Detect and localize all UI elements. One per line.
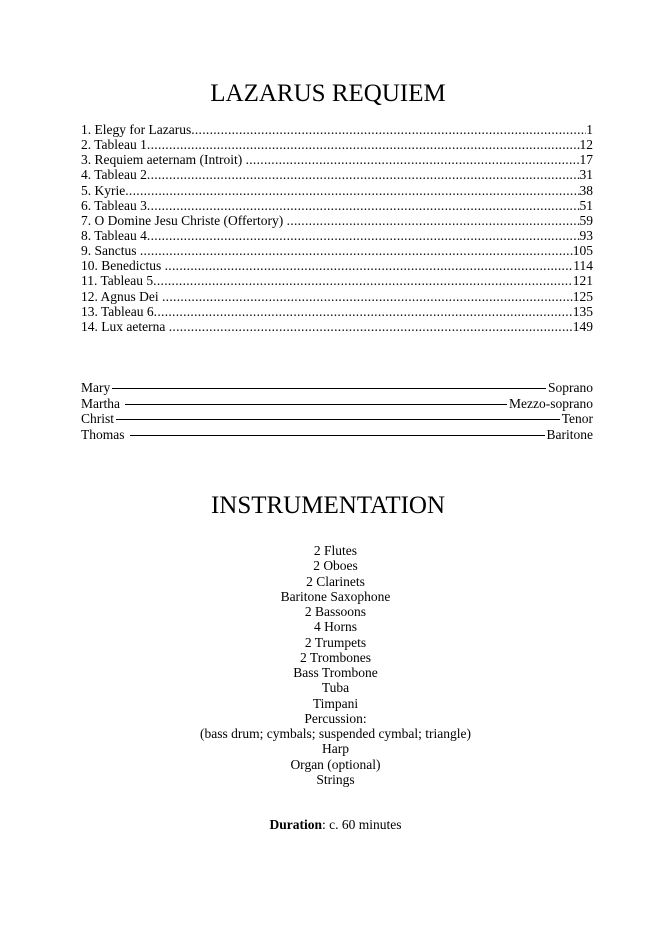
cast-entry (81, 411, 593, 427)
toc-page-number: 149 (572, 318, 593, 334)
toc-entry-title: 13. Tableau 6 (81, 303, 154, 319)
toc-entry-title: 11. Tableau 5 (81, 273, 154, 289)
dot-leader (140, 243, 573, 258)
instrument-item: Strings (316, 771, 355, 787)
toc-entry (81, 183, 593, 198)
toc-entry (81, 319, 593, 334)
instrument-item: 2 Trombones (300, 649, 371, 665)
leader-line (116, 419, 560, 420)
toc-entry-title: 7. O Domine Jesu Christe (Offertory) (81, 212, 287, 228)
instrumentation-heading: INSTRUMENTATION (210, 492, 446, 519)
toc-entry-title: 2. Tableau 1 (81, 137, 147, 153)
dot-leader (154, 304, 573, 319)
dot-leader (246, 152, 580, 167)
cast-entry (81, 427, 593, 443)
toc-page-number: 12 (579, 137, 593, 153)
toc-entry-title: 3. Requiem aeternam (Introit) (81, 152, 246, 168)
dot-leader (125, 183, 579, 198)
cast-entry (81, 396, 593, 412)
cast-entry (81, 380, 593, 396)
table-of-contents (81, 122, 593, 334)
character-name: Thomas (81, 426, 128, 442)
toc-entry (81, 122, 593, 137)
toc-entry-title: 9. Sanctus (81, 243, 140, 259)
voice-type: Mezzo-soprano (509, 395, 593, 411)
instrument-item: (bass drum; cymbals; suspended cymbal; triangle) (199, 726, 472, 741)
toc-entry (81, 258, 593, 273)
dot-leader (147, 167, 580, 182)
dot-leader (153, 273, 573, 288)
toc-page-number: 38 (579, 182, 593, 198)
toc-entry (81, 228, 593, 243)
dot-leader (162, 289, 573, 304)
toc-page-number: 125 (572, 288, 593, 304)
duration-label: Duration (269, 817, 322, 832)
character-name: Christ (81, 411, 115, 426)
toc-entry (81, 198, 593, 213)
dot-leader (169, 319, 573, 334)
toc-page-number: 17 (579, 152, 593, 168)
instrument-item: 2 Trumpets (304, 634, 367, 650)
toc-entry-title: 8. Tableau 4 (81, 227, 147, 243)
toc-entry (81, 243, 593, 258)
toc-entry-title: 1. Elegy for Lazarus (81, 122, 192, 137)
cast-list (81, 380, 593, 442)
toc-page-number: 1 (586, 122, 593, 137)
toc-page-number: 59 (579, 212, 593, 228)
voice-type: Baritone (546, 426, 593, 442)
dot-leader (147, 198, 580, 213)
leader-line (112, 388, 546, 389)
toc-page-number: 93 (579, 227, 593, 243)
instrument-item: 2 Bassoons (304, 604, 367, 619)
instrument-item: Harp (322, 741, 349, 757)
instrument-list (0, 543, 656, 787)
toc-entry (81, 289, 593, 304)
toc-entry-title: 6. Tableau 3 (81, 197, 147, 213)
instrument-item: Baritone Saxophone (280, 588, 391, 604)
instrument-item: Tuba (321, 680, 350, 696)
dot-leader (287, 213, 580, 228)
instrument-item: Bass Trombone (293, 665, 378, 680)
toc-entry-title: 14. Lux aeterna (81, 318, 169, 334)
toc-entry (81, 304, 593, 319)
toc-page-number: 31 (579, 167, 593, 183)
toc-page-number: 121 (572, 273, 593, 289)
dot-leader (191, 122, 586, 137)
instrument-item: 2 Oboes (313, 558, 358, 574)
voice-type: Soprano (548, 380, 593, 395)
toc-entry-title: 5. Kyrie (81, 182, 126, 198)
toc-page-number: 105 (572, 243, 593, 259)
instrument-item: 2 Clarinets (306, 573, 365, 589)
dot-leader (165, 258, 574, 273)
toc-entry (81, 137, 593, 152)
duration-value: : c. 60 minutes (322, 817, 402, 832)
toc-entry (81, 273, 593, 288)
instrument-item: Timpani (312, 695, 359, 711)
toc-page-number: 51 (579, 197, 593, 213)
voice-type: Tenor (561, 411, 593, 426)
instrument-item: Organ (optional) (290, 756, 381, 772)
instrument-item: 2 Flutes (313, 543, 358, 558)
toc-page-number: 114 (573, 258, 593, 274)
character-name: Mary (81, 380, 111, 395)
dot-leader (147, 228, 580, 243)
toc-entry-title: 12. Agnus Dei (81, 288, 162, 304)
leader-line (130, 435, 545, 436)
toc-entry (81, 152, 593, 167)
leader-line (125, 404, 507, 405)
character-name: Martha (81, 395, 124, 411)
page-title: LAZARUS REQUIEM (210, 80, 446, 107)
toc-entry-title: 10. Benedictus (81, 258, 165, 274)
toc-entry-title: 4. Tableau 2 (81, 167, 147, 183)
instrument-item: 4 Horns (313, 619, 358, 635)
toc-page-number: 135 (572, 303, 593, 319)
toc-entry (81, 167, 593, 182)
instrument-item: Percussion: (304, 710, 367, 726)
dot-leader (147, 137, 580, 152)
toc-entry (81, 213, 593, 228)
duration-line (0, 817, 656, 833)
